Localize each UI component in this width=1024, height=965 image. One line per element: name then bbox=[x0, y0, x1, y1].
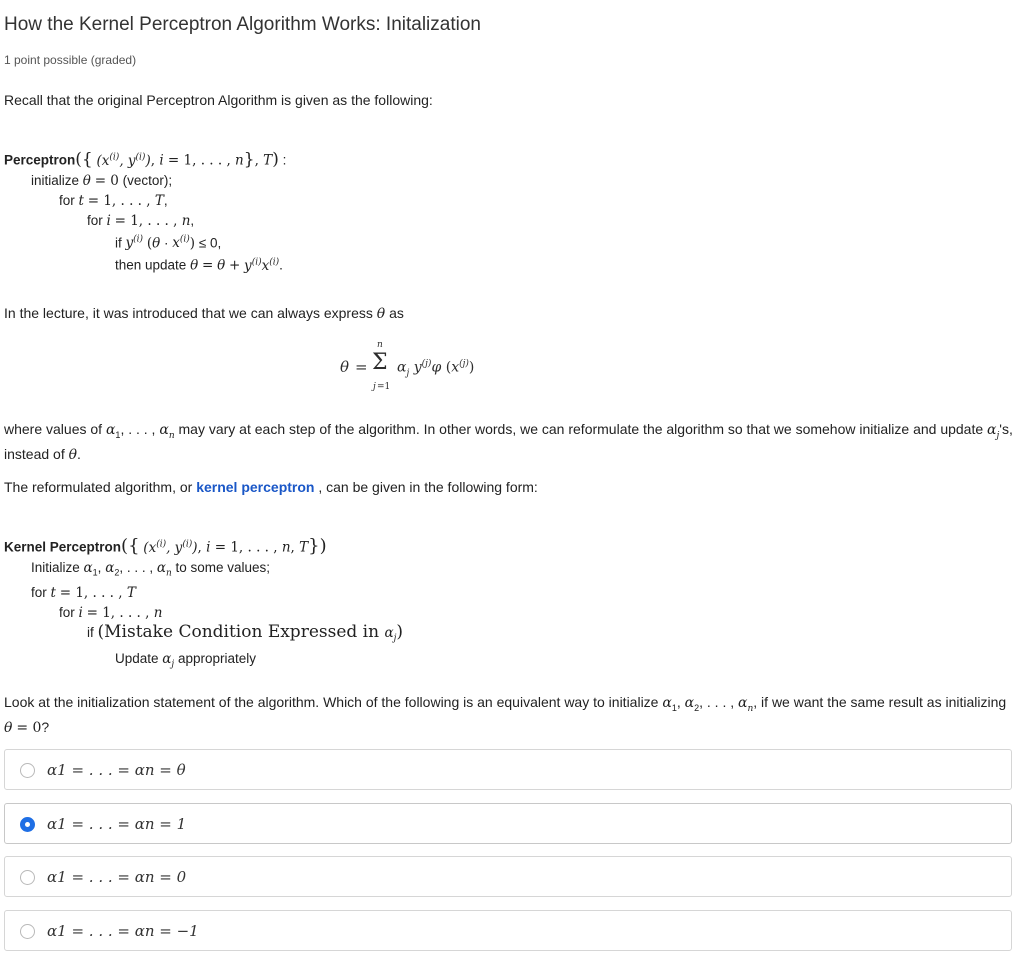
perceptron-line3: for i = 1, . . . , n, bbox=[87, 212, 195, 229]
kernel-line3: for i = 1, . . . , n bbox=[59, 605, 163, 622]
perceptron-line4: if $y^{(i)}$ $(\theta \cdot x^{(i)}) \le 0$, bbox=[115, 234, 222, 251]
perceptron-line1: initialize θ = 0 (vector); bbox=[31, 172, 173, 189]
option-4-label: α1 = . . . = αn = −1 bbox=[47, 922, 199, 940]
radio-option-1[interactable] bbox=[20, 763, 35, 778]
kernel-line4: if (Mistake Condition Expressed in $\alpha_j$) bbox=[87, 622, 404, 644]
option-3-label: α1 = . . . = αn = 0 bbox=[47, 868, 187, 886]
perceptron-line5: then update $\theta = \theta + y^{(i)}x^{(i)}$. bbox=[115, 257, 283, 274]
lecture-text: In the lecture, it was introduced that we can always express θ as bbox=[4, 305, 404, 322]
perceptron-algorithm bbox=[4, 148, 286, 276]
where-text: where values of $\alpha_1$, . . . , $\alpha_n$ may vary at each step of the algorithm. In other words, we can reformulate the algorithm so that we somehow initialize and update $\alpha_j's$, instead of θ. bbox=[4, 421, 1013, 463]
option-1[interactable] bbox=[4, 749, 1012, 790]
radio-option-2[interactable] bbox=[20, 817, 35, 832]
kernel-line2: for t = 1, . . . , T bbox=[31, 585, 136, 602]
option-2[interactable] bbox=[4, 803, 1012, 844]
kernel-name: Kernel Perceptron bbox=[4, 539, 122, 555]
kernel-line1: Initialize $\alpha_1$, $\alpha_2$, . . . , $\alpha_n$ to some values; bbox=[31, 559, 271, 579]
radio-option-4[interactable] bbox=[20, 924, 35, 939]
kernel-perceptron-link[interactable]: kernel perceptron bbox=[196, 479, 315, 495]
page-title: How the Kernel Perceptron Algorithm Works: Initalization bbox=[4, 14, 481, 35]
question-text: Look at the initialization statement of the algorithm. Which of the following is an equivalent way to initialize $\alpha_1$, $\alpha_2$, . . . , $\alpha_n$, if we want the same result as initializing θ = 0? bbox=[4, 694, 1007, 736]
kernel-header: Kernel Perceptron({ ($x^{(i)}$, $y^{(i)}$), i = 1, . . . , n, T}) bbox=[4, 535, 327, 557]
perceptron-name: Perceptron bbox=[4, 152, 76, 168]
option-4[interactable] bbox=[4, 910, 1012, 951]
option-1-label: α1 = . . . = αn = θ bbox=[47, 761, 186, 779]
radio-option-3[interactable] bbox=[20, 870, 35, 885]
recall-text: Recall that the original Perceptron Algorithm is given as the following: bbox=[4, 92, 433, 108]
perceptron-line2: for t = 1, . . . , T, bbox=[59, 192, 168, 209]
perceptron-header: Perceptron({ ($x^{(i)}$, $y^{(i)}$), i = 1, . . . , n}, T) : bbox=[4, 149, 287, 170]
theta-formula: θ = n Σ j =1 $\alpha_j$ $y^{(j)}\varphi$ $(x^{(j)})$ bbox=[340, 340, 475, 392]
option-2-label: α1 = . . . = αn = 1 bbox=[47, 815, 187, 833]
reformulated-text: The reformulated algorithm, or kernel perceptron , can be given in the following form: bbox=[4, 479, 538, 495]
option-3[interactable] bbox=[4, 856, 1012, 897]
points-info: 1 point possible (graded) bbox=[4, 53, 137, 67]
kernel-line5: Update $\alpha_j$ appropriately bbox=[115, 650, 257, 670]
kernel-algorithm bbox=[4, 535, 403, 675]
